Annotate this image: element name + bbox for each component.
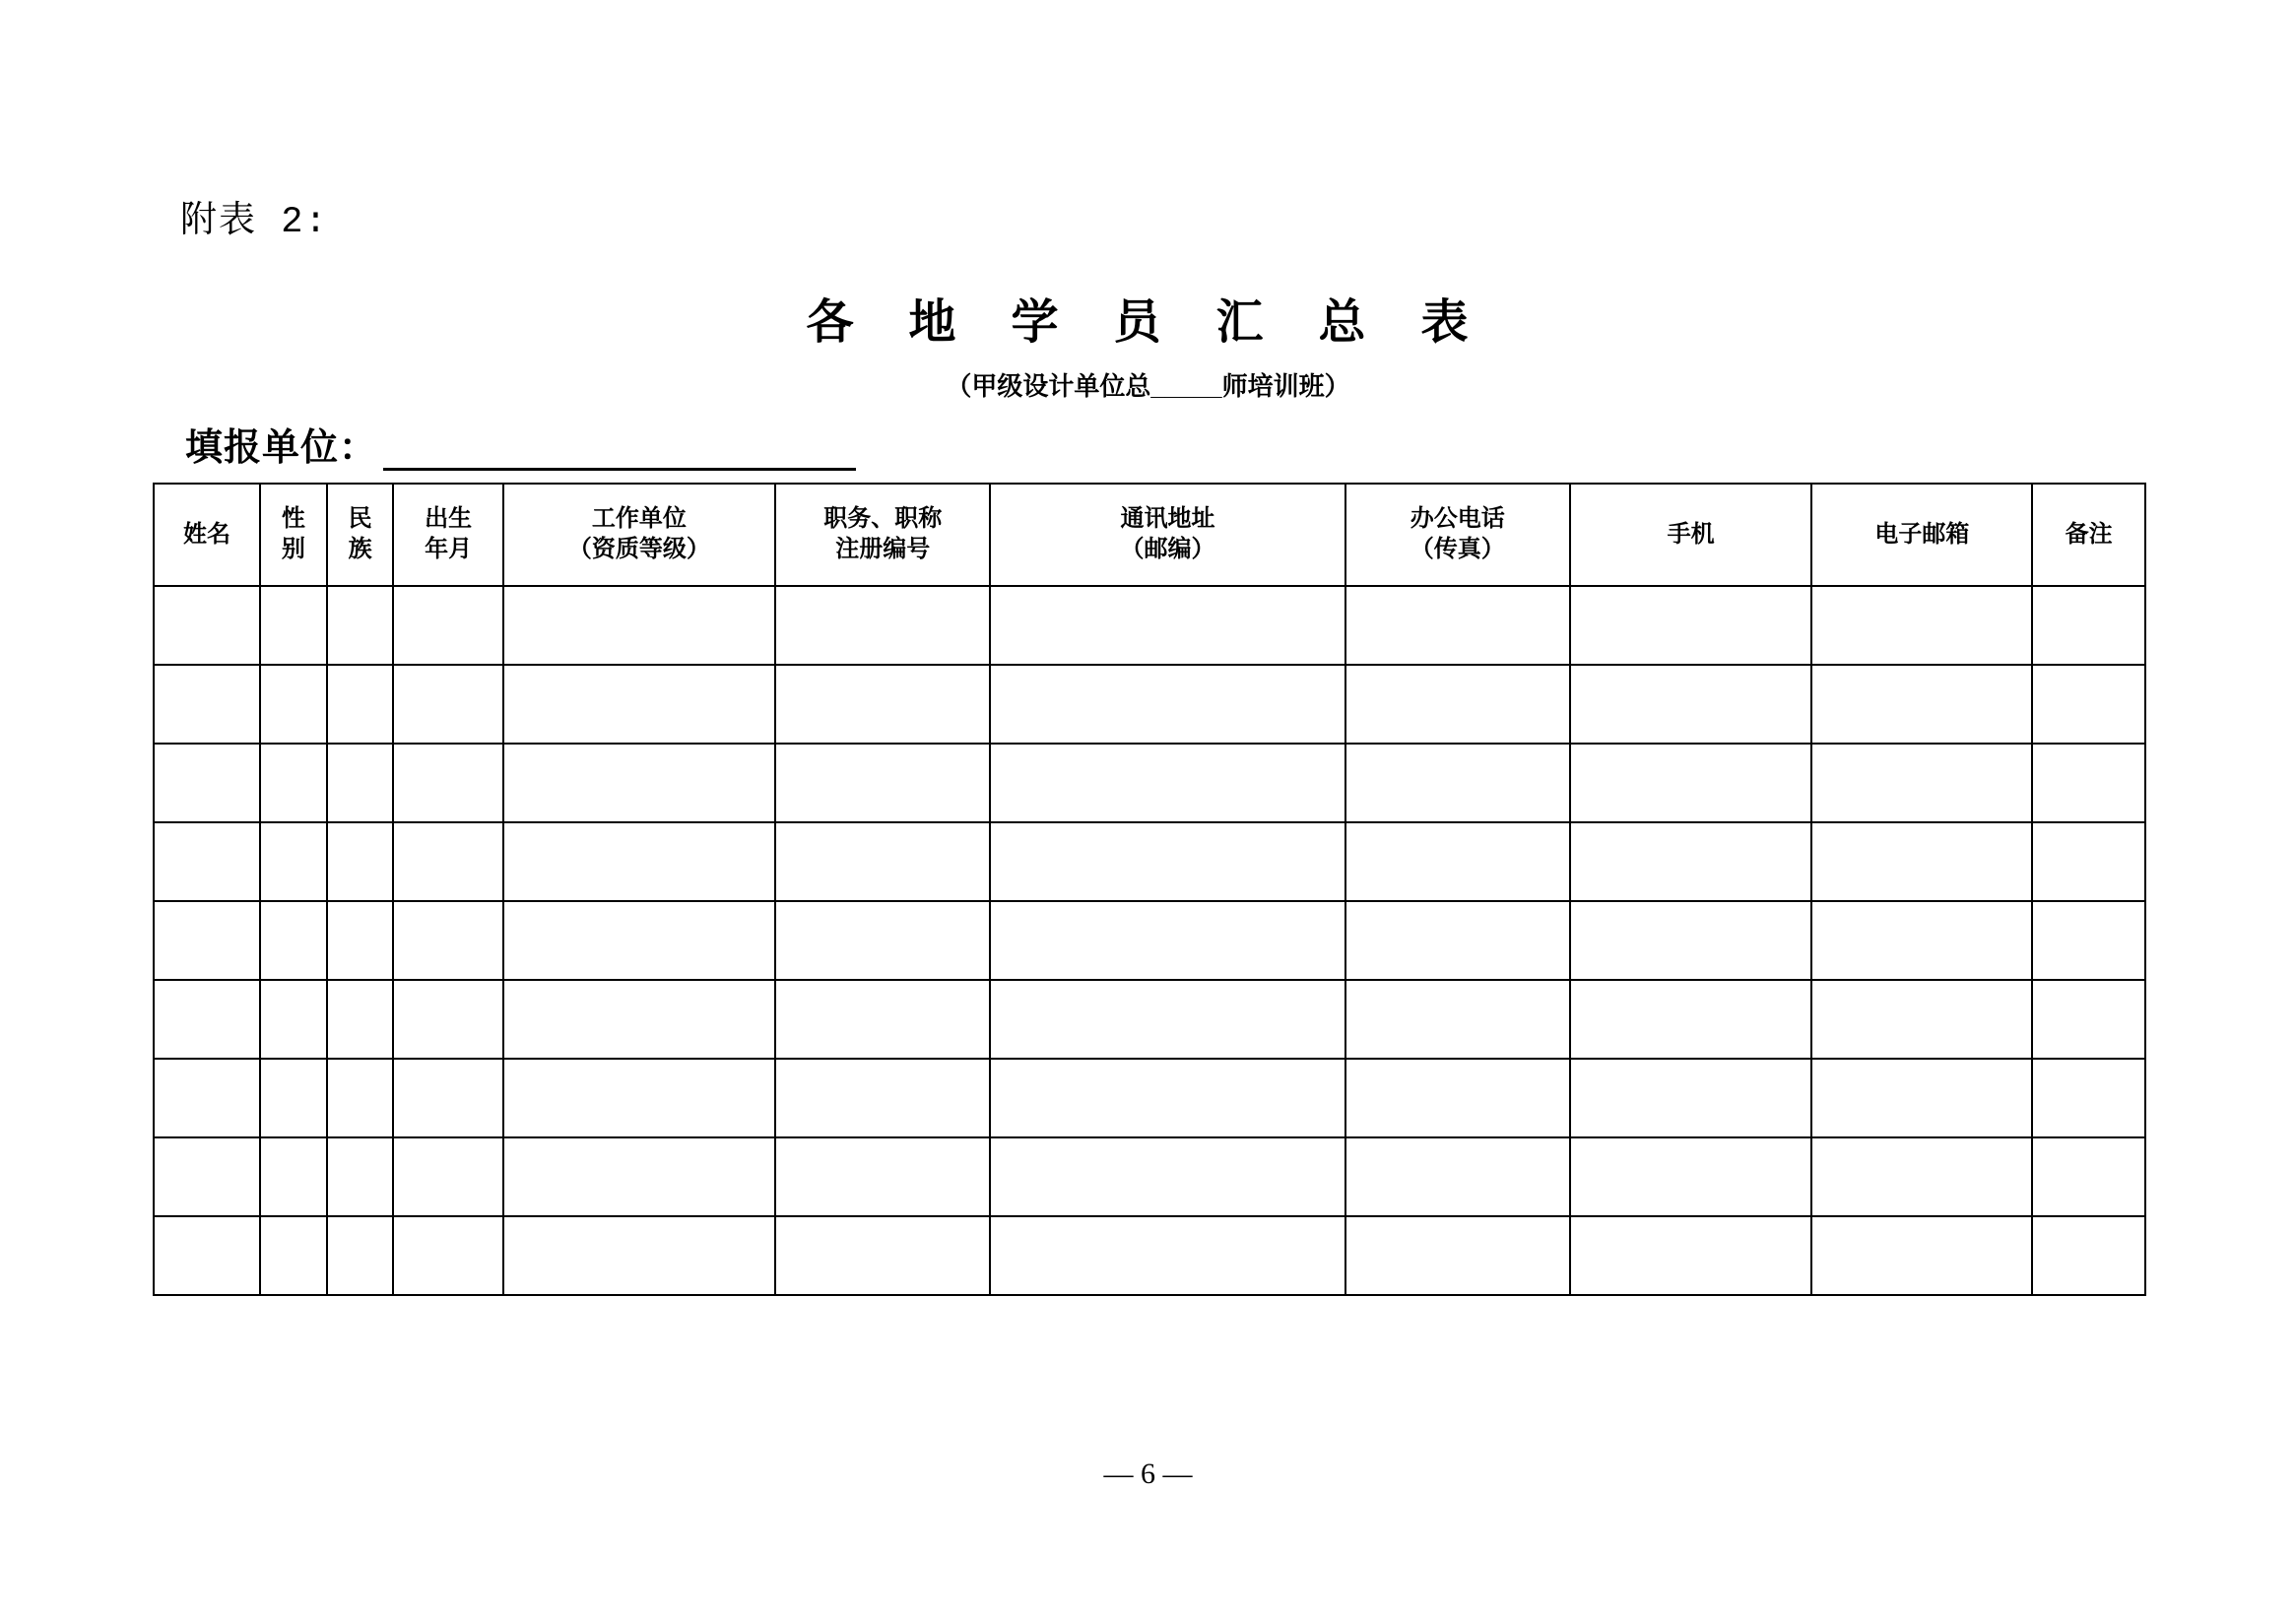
table-cell[interactable] (2032, 901, 2145, 980)
page-number: — 6 — (1103, 1458, 1193, 1490)
table-cell[interactable] (2032, 822, 2145, 901)
table-cell[interactable] (775, 1059, 990, 1137)
table-cell[interactable] (990, 901, 1345, 980)
table-column-header-line: 通讯地址 (1120, 505, 1215, 533)
table-row (154, 822, 2145, 901)
table-column-header-line: 注册编号 (835, 536, 931, 562)
table-cell[interactable] (990, 1137, 1345, 1216)
table-column-header-line: 电子邮箱 (1874, 520, 1970, 548)
table-row (154, 586, 2145, 665)
table-cell[interactable] (393, 665, 502, 744)
table-cell[interactable] (775, 1216, 990, 1295)
table-cell[interactable] (260, 1059, 327, 1137)
table-cell[interactable] (1570, 665, 1812, 744)
table-column-header-line: （邮编） (1120, 536, 1215, 562)
table-column-header-line: 族 (348, 536, 372, 562)
table-cell[interactable] (1811, 744, 2032, 822)
table-cell[interactable] (327, 980, 394, 1059)
table-cell[interactable] (1811, 1137, 2032, 1216)
table-cell[interactable] (2032, 1137, 2145, 1216)
table-cell[interactable] (393, 1216, 502, 1295)
table-column-header-line: （资质等级） (567, 536, 710, 562)
table-cell[interactable] (260, 665, 327, 744)
table-row (154, 901, 2145, 980)
table-cell[interactable] (503, 1216, 775, 1295)
table-cell[interactable] (327, 665, 394, 744)
table-body (154, 586, 2145, 1295)
table-cell[interactable] (2032, 665, 2145, 744)
filler-unit-blank[interactable] (383, 428, 856, 471)
table-cell[interactable] (393, 901, 502, 980)
table-cell[interactable] (327, 586, 394, 665)
table-row (154, 744, 2145, 822)
table-cell[interactable] (154, 822, 260, 901)
table-cell[interactable] (2032, 586, 2145, 665)
table-cell[interactable] (990, 1059, 1345, 1137)
table-cell[interactable] (1345, 586, 1570, 665)
table-column-header (393, 484, 502, 586)
table-cell[interactable] (1345, 980, 1570, 1059)
table-cell[interactable] (1811, 980, 2032, 1059)
table-cell[interactable] (1570, 1059, 1812, 1137)
table-cell[interactable] (2032, 1216, 2145, 1295)
table-cell[interactable] (260, 980, 327, 1059)
table-column-header-line: 职务、职称 (823, 505, 943, 533)
table-cell[interactable] (1345, 665, 1570, 744)
table-cell[interactable] (775, 980, 990, 1059)
table-cell[interactable] (327, 1059, 394, 1137)
table-cell[interactable] (1811, 1216, 2032, 1295)
table-column-header (1345, 484, 1570, 586)
table-cell[interactable] (154, 744, 260, 822)
table-cell[interactable] (154, 586, 260, 665)
table-cell[interactable] (393, 1137, 502, 1216)
table-column-header-line: （传真） (1410, 536, 1505, 562)
table-cell[interactable] (503, 744, 775, 822)
table-column-header-line: 姓名 (183, 520, 231, 548)
table-cell[interactable] (260, 586, 327, 665)
table-cell[interactable] (154, 1059, 260, 1137)
table-cell[interactable] (990, 665, 1345, 744)
table-cell[interactable] (260, 1137, 327, 1216)
filler-unit-label: 填报单位： (185, 427, 378, 469)
table-row (154, 1137, 2145, 1216)
table-cell[interactable] (154, 1216, 260, 1295)
table-column-header-line: 工作单位 (591, 505, 687, 533)
table-cell[interactable] (775, 744, 990, 822)
table-cell[interactable] (327, 901, 394, 980)
table-cell[interactable] (503, 901, 775, 980)
table-cell[interactable] (1345, 1059, 1570, 1137)
table-column-header (2032, 484, 2145, 586)
table-cell[interactable] (990, 1216, 1345, 1295)
table-cell[interactable] (503, 1137, 775, 1216)
table-row (154, 1059, 2145, 1137)
table-cell[interactable] (393, 586, 502, 665)
table-cell[interactable] (990, 744, 1345, 822)
table-column-header (327, 484, 394, 586)
table-cell[interactable] (154, 901, 260, 980)
table-header-row (154, 484, 2145, 586)
attachment-label: 附表 2: (180, 202, 329, 243)
table-cell[interactable] (1345, 901, 1570, 980)
table-column-header-line: 备注 (2065, 520, 2113, 548)
table-cell[interactable] (775, 1137, 990, 1216)
table-column-header (1811, 484, 2032, 586)
table-cell[interactable] (1570, 744, 1812, 822)
table-cell[interactable] (2032, 744, 2145, 822)
table-cell[interactable] (1570, 1216, 1812, 1295)
table-cell[interactable] (503, 822, 775, 901)
table-cell[interactable] (393, 822, 502, 901)
table-header (154, 484, 2145, 586)
students-summary-table (153, 483, 2146, 1296)
table-cell[interactable] (1570, 586, 1812, 665)
table-cell[interactable] (260, 744, 327, 822)
table-column-header (990, 484, 1345, 586)
table-cell[interactable] (775, 901, 990, 980)
table-column-header (1570, 484, 1812, 586)
table-cell[interactable] (503, 980, 775, 1059)
table-cell[interactable] (1811, 822, 2032, 901)
table-cell[interactable] (327, 1137, 394, 1216)
table-cell[interactable] (1811, 1059, 2032, 1137)
page-title: 各 地 学 员 汇 总 表 (806, 296, 1490, 349)
table-cell[interactable] (990, 980, 1345, 1059)
table-cell[interactable] (503, 1059, 775, 1137)
table-column-header-line: 出生 (425, 505, 473, 533)
table-cell[interactable] (260, 822, 327, 901)
table-cell[interactable] (1345, 822, 1570, 901)
table-cell[interactable] (1345, 744, 1570, 822)
table-cell[interactable] (1811, 586, 2032, 665)
table-cell[interactable] (260, 901, 327, 980)
table-column-header-line: 手机 (1667, 520, 1715, 548)
table-cell[interactable] (1811, 901, 2032, 980)
table-column-header-line: 性 (281, 505, 305, 533)
filler-unit-field (185, 417, 856, 471)
table-cell[interactable] (327, 822, 394, 901)
table-cell[interactable] (393, 744, 502, 822)
table-cell[interactable] (990, 586, 1345, 665)
table-row (154, 665, 2145, 744)
table-column-header (503, 484, 775, 586)
table-column-header-line: 年月 (425, 536, 473, 562)
table-column-header (775, 484, 990, 586)
table-cell[interactable] (327, 744, 394, 822)
table-cell[interactable] (1811, 665, 2032, 744)
table-cell[interactable] (2032, 1059, 2145, 1137)
table-cell[interactable] (775, 822, 990, 901)
table-column-header (260, 484, 327, 586)
table-cell[interactable] (154, 1137, 260, 1216)
table-column-header-line: 别 (281, 536, 305, 562)
table-cell[interactable] (990, 822, 1345, 901)
table-cell[interactable] (260, 1216, 327, 1295)
table-cell[interactable] (393, 1059, 502, 1137)
table-cell[interactable] (775, 665, 990, 744)
table-cell[interactable] (154, 980, 260, 1059)
table-cell[interactable] (327, 1216, 394, 1295)
table-cell[interactable] (503, 586, 775, 665)
table-column-header-line: 民 (348, 505, 372, 533)
table-cell[interactable] (1345, 1216, 1570, 1295)
table-cell[interactable] (1345, 1137, 1570, 1216)
table-cell[interactable] (393, 980, 502, 1059)
table-cell[interactable] (503, 665, 775, 744)
table-cell[interactable] (1570, 1137, 1812, 1216)
table-column-header-line: 办公电话 (1410, 505, 1505, 533)
table-cell[interactable] (1570, 901, 1812, 980)
table-row (154, 980, 2145, 1059)
table-cell[interactable] (2032, 980, 2145, 1059)
table-cell[interactable] (1570, 822, 1812, 901)
table-cell[interactable] (1570, 980, 1812, 1059)
table-row (154, 1216, 2145, 1295)
table-cell[interactable] (775, 586, 990, 665)
table-cell[interactable] (154, 665, 260, 744)
table-column-header (154, 484, 260, 586)
page-subtitle: （甲级设计单位总_____师培训班） (946, 371, 1350, 401)
